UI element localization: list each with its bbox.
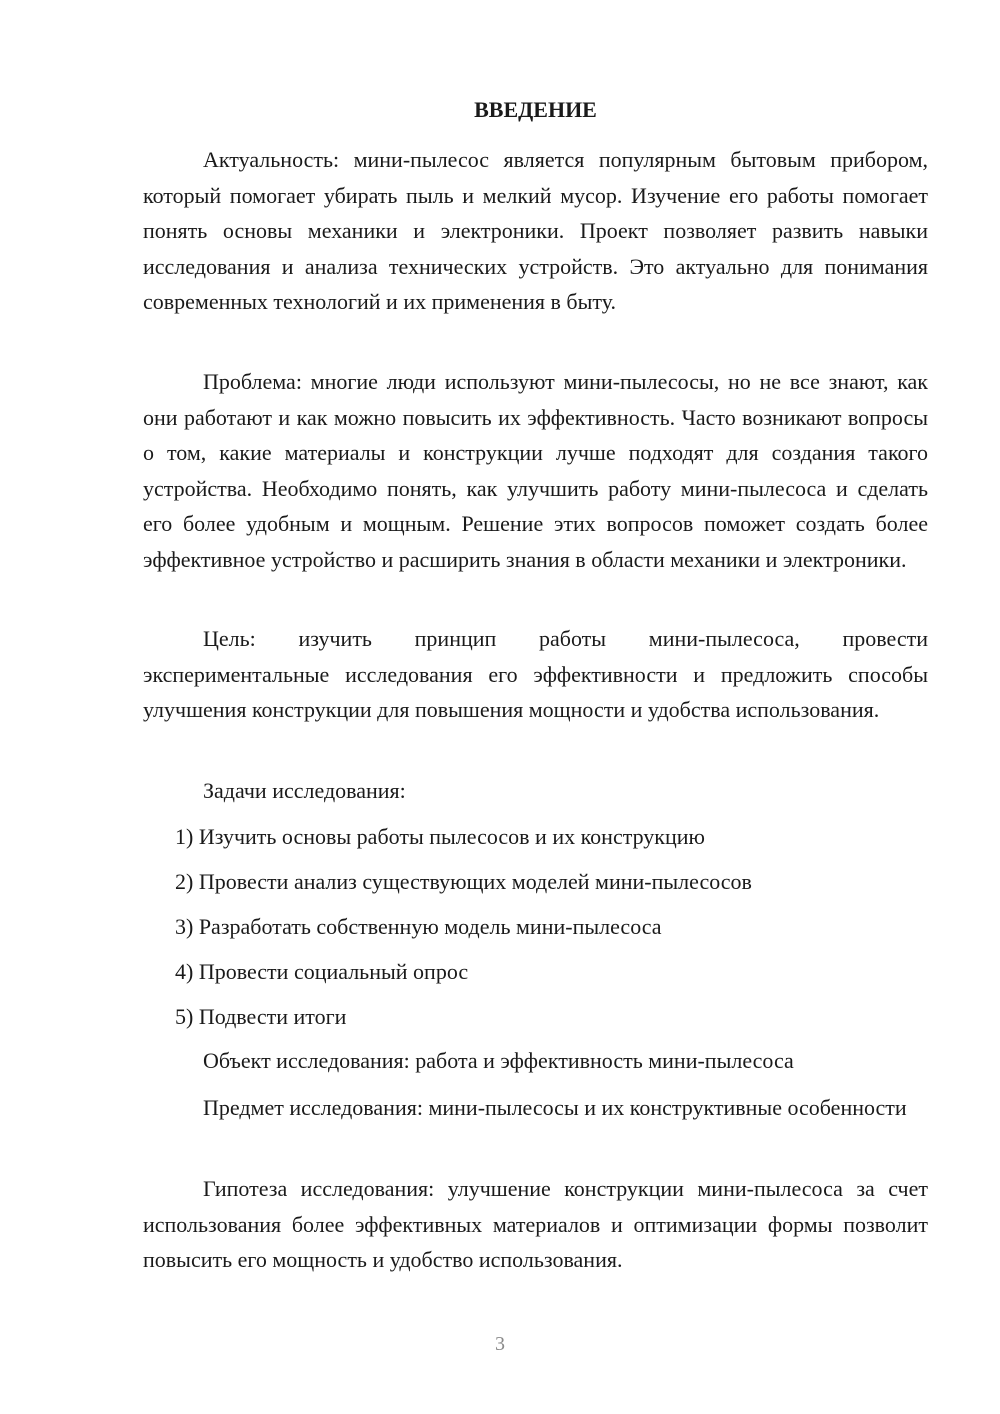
task-item-5: 5) Подвести итоги [175, 1004, 347, 1029]
paragraph-hypothesis: Гипотеза исследования: улучшение конструкции мини-пылесоса за счет использования более эффективных материалов и оптимизации формы позволит повысить его мощность и удобство использования. [143, 1176, 928, 1272]
paragraph-relevance: Актуальность: мини-пылесос является популярным бытовым прибором, который помогает убирать пыль и мелкий мусор. Изучение его работы помогает понять основы механики и электроники. Проект позволяет развить навыки исследования и анализа технических устройств. Это актуально для понимания современных технологий и их применения в быту. [143, 147, 928, 314]
task-item-3: 3) Разработать собственную модель мини-пылесоса [175, 914, 662, 939]
task-item-2: 2) Провести анализ существующих моделей мини-пылесосов [175, 869, 752, 894]
task-item-1: 1) Изучить основы работы пылесосов и их конструкцию [175, 824, 705, 849]
paragraph-problem: Проблема: многие люди используют мини-пылесосы, но не все знают, как они работают и как можно повысить их эффективность. Часто возникают вопросы о том, какие материалы и конструкции лучше подходят для создания такого устройства. Необходимо понять, как улучшить работу мини-пылесоса и сделать его более удобным и мощным. Решение этих вопросов поможет создать более эффективное устройство и расширить знания в области механики и электроники. [143, 369, 928, 572]
paragraph-object: Объект исследования: работа и эффективность мини-пылесоса [203, 1048, 794, 1073]
tasks-title: Задачи исследования: [203, 778, 406, 803]
page-number: 3 [495, 1333, 505, 1355]
task-item-4: 4) Провести социальный опрос [175, 959, 469, 984]
section-heading: ВВЕДЕНИЕ [474, 97, 597, 122]
paragraph-goal: Цель: изучить принцип работы мини-пылесоса, провести экспериментальные исследования его эффективности и предложить способы улучшения конструкции для повышения мощности и удобства использования. [143, 626, 928, 722]
paragraph-subject: Предмет исследования: мини-пылесосы и их конструктивные особенности [203, 1095, 907, 1120]
